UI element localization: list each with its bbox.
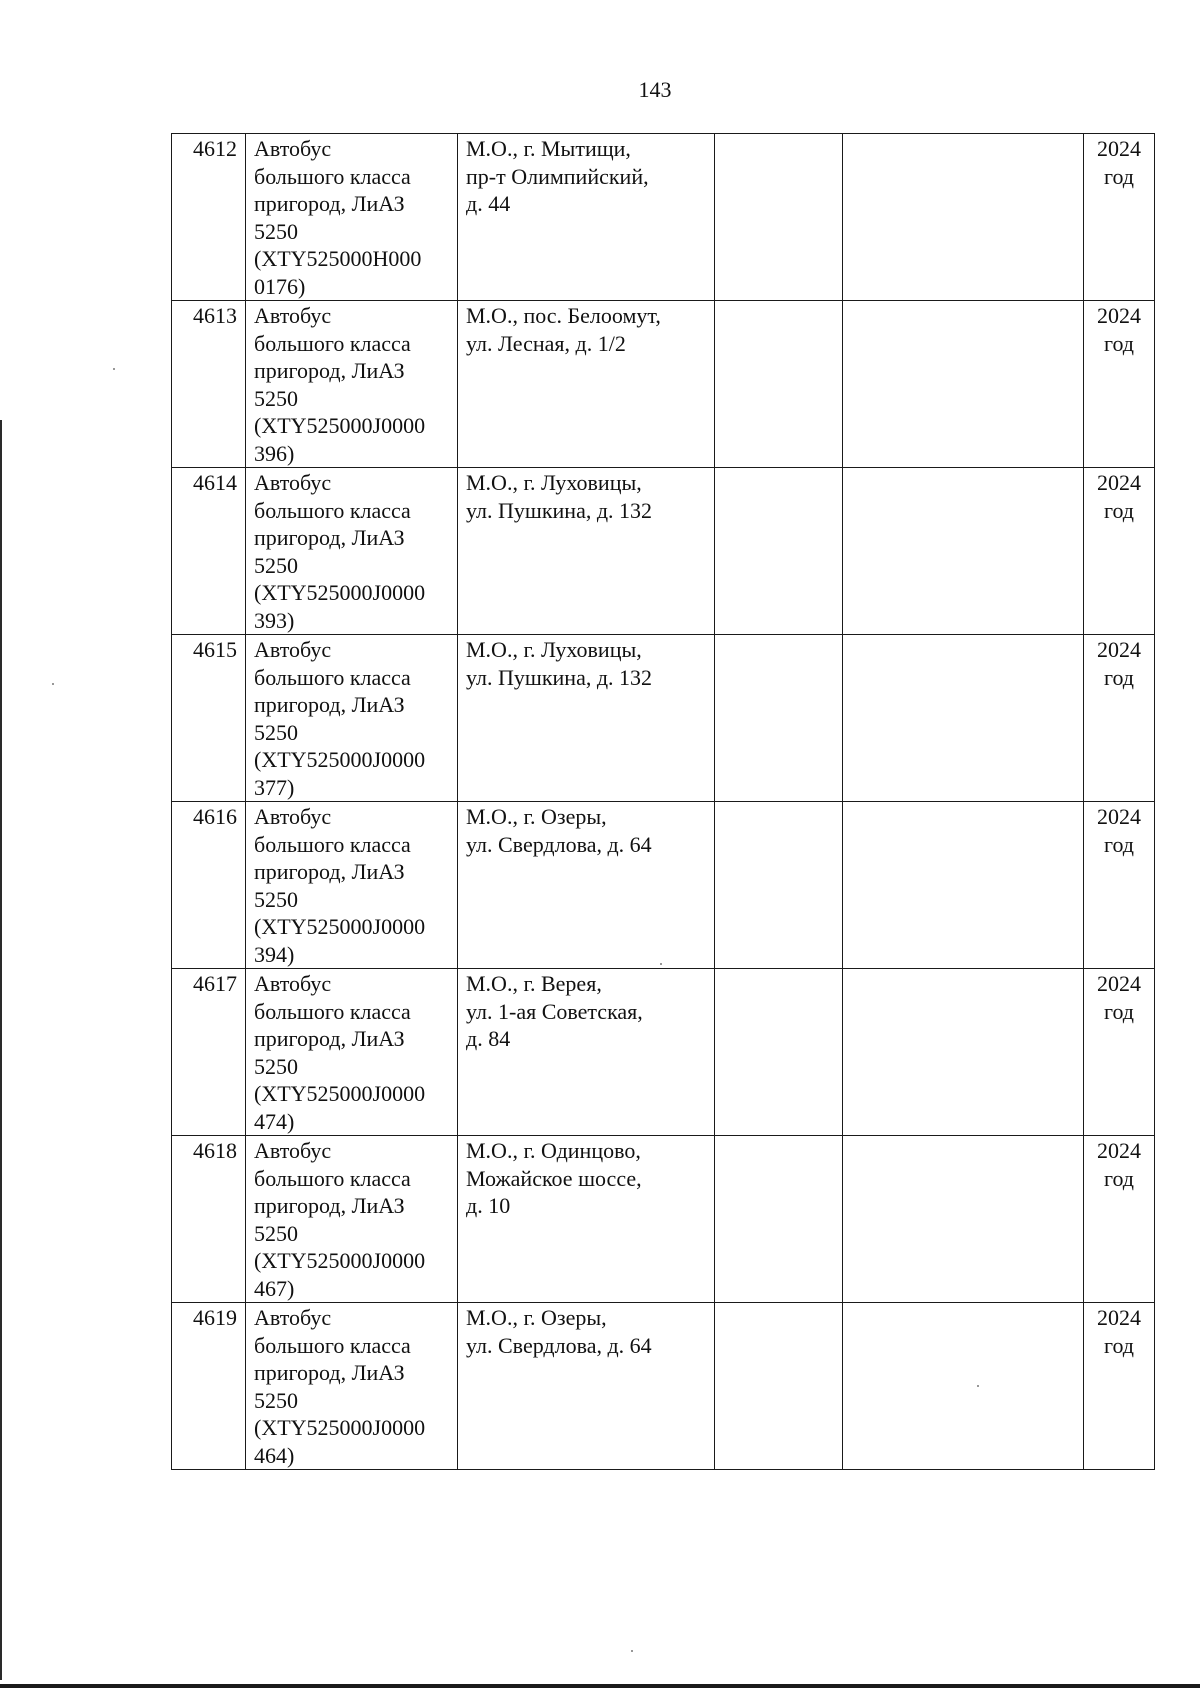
table-row: [172, 969, 1155, 1136]
address-cell: М.О., г. Верея, ул. 1-ая Советская, д. 84: [458, 969, 715, 1136]
row-number-cell: 4614: [172, 468, 246, 635]
row-number-cell: 4617: [172, 969, 246, 1136]
year-cell: 2024 год: [1084, 134, 1155, 301]
year-cell: 2024 год: [1084, 1303, 1155, 1470]
empty-cell: [843, 301, 1084, 468]
registry-table: [171, 133, 1155, 1470]
address-cell: М.О., г. Одинцово, Можайское шоссе, д. 10: [458, 1136, 715, 1303]
scan-edge-bottom: [0, 1684, 1200, 1688]
year-cell: 2024 год: [1084, 468, 1155, 635]
empty-cell: [715, 301, 843, 468]
table-row: [172, 468, 1155, 635]
vehicle-name-cell: Автобус большого класса пригород, ЛиАЗ 5250 (XTY525000J0000 464): [246, 1303, 458, 1470]
table-row: [172, 134, 1155, 301]
row-number-cell: 4616: [172, 802, 246, 969]
empty-cell: [843, 468, 1084, 635]
empty-cell: [715, 134, 843, 301]
empty-cell: [843, 635, 1084, 802]
empty-cell: [843, 1136, 1084, 1303]
scan-speck: [52, 683, 54, 685]
year-cell: 2024 год: [1084, 969, 1155, 1136]
row-number-cell: 4618: [172, 1136, 246, 1303]
row-number-cell: 4613: [172, 301, 246, 468]
table-row: [172, 802, 1155, 969]
table-row: [172, 1136, 1155, 1303]
vehicle-name-cell: Автобус большого класса пригород, ЛиАЗ 5250 (XTY525000H000 0176): [246, 134, 458, 301]
row-number-cell: 4619: [172, 1303, 246, 1470]
scan-speck: [977, 1385, 979, 1387]
table-row: [172, 635, 1155, 802]
empty-cell: [715, 1303, 843, 1470]
table-row: [172, 301, 1155, 468]
vehicle-name-cell: Автобус большого класса пригород, ЛиАЗ 5250 (XTY525000J0000 394): [246, 802, 458, 969]
vehicle-name-cell: Автобус большого класса пригород, ЛиАЗ 5250 (XTY525000J0000 393): [246, 468, 458, 635]
scan-speck: [660, 963, 662, 965]
year-cell: 2024 год: [1084, 301, 1155, 468]
year-cell: 2024 год: [1084, 1136, 1155, 1303]
scan-speck: [631, 1650, 633, 1652]
empty-cell: [715, 969, 843, 1136]
address-cell: М.О., г. Луховицы, ул. Пушкина, д. 132: [458, 468, 715, 635]
vehicle-name-cell: Автобус большого класса пригород, ЛиАЗ 5250 (XTY525000J0000 467): [246, 1136, 458, 1303]
empty-cell: [715, 468, 843, 635]
empty-cell: [843, 1303, 1084, 1470]
year-cell: 2024 год: [1084, 802, 1155, 969]
address-cell: М.О., г. Озеры, ул. Свердлова, д. 64: [458, 802, 715, 969]
scan-speck: [113, 368, 115, 370]
empty-cell: [715, 802, 843, 969]
year-cell: 2024 год: [1084, 635, 1155, 802]
table-row: [172, 1303, 1155, 1470]
empty-cell: [843, 969, 1084, 1136]
empty-cell: [843, 134, 1084, 301]
scan-edge-left: [0, 420, 2, 1680]
address-cell: М.О., г. Мытищи, пр-т Олимпийский, д. 44: [458, 134, 715, 301]
empty-cell: [715, 1136, 843, 1303]
address-cell: М.О., пос. Белоомут, ул. Лесная, д. 1/2: [458, 301, 715, 468]
page-number: 143: [638, 77, 672, 102]
empty-cell: [843, 802, 1084, 969]
vehicle-name-cell: Автобус большого класса пригород, ЛиАЗ 5250 (XTY525000J0000 377): [246, 635, 458, 802]
row-number-cell: 4612: [172, 134, 246, 301]
address-cell: М.О., г. Луховицы, ул. Пушкина, д. 132: [458, 635, 715, 802]
vehicle-name-cell: Автобус большого класса пригород, ЛиАЗ 5250 (XTY525000J0000 474): [246, 969, 458, 1136]
address-cell: М.О., г. Озеры, ул. Свердлова, д. 64: [458, 1303, 715, 1470]
vehicle-name-cell: Автобус большого класса пригород, ЛиАЗ 5250 (XTY525000J0000 396): [246, 301, 458, 468]
row-number-cell: 4615: [172, 635, 246, 802]
empty-cell: [715, 635, 843, 802]
